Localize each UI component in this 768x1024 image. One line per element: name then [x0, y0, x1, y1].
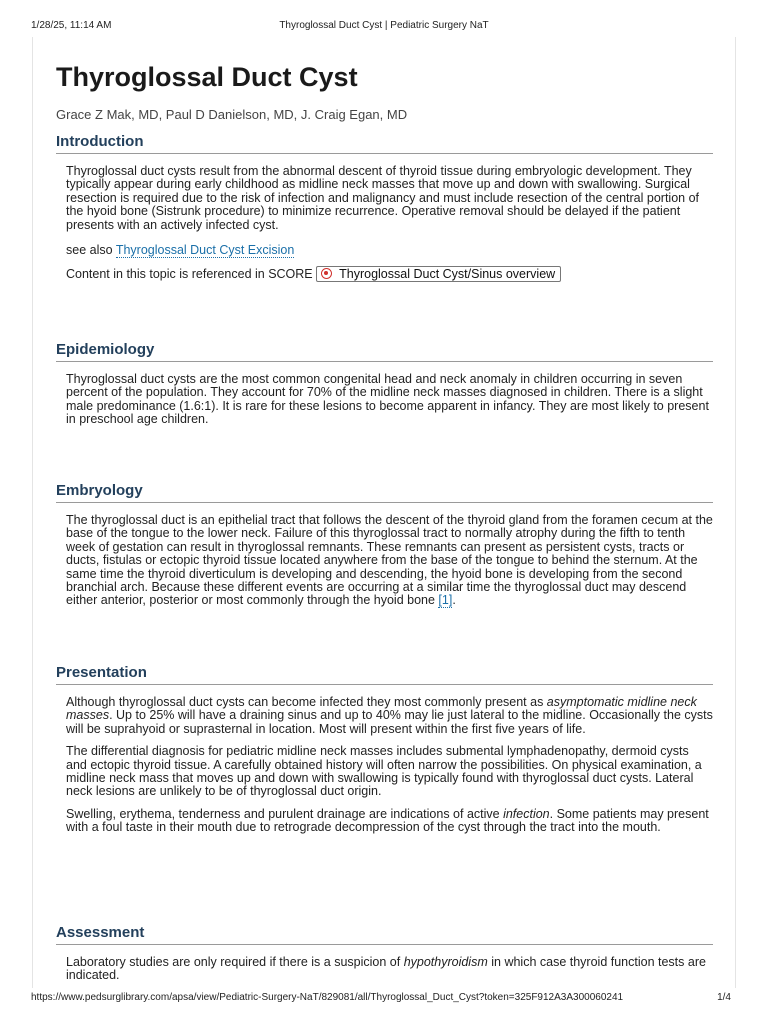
- article: [56, 60, 713, 983]
- presentation-p3-b: . Some patients may present with a foul taste in their mouth due to retrograde decompression of the cyst through the tract into the mouth.: [66, 806, 709, 835]
- presentation-section: [56, 664, 713, 844]
- print-url: https://www.pedsurglibrary.com/apsa/view/Pediatric-Surgery-NaT/829081/all/Thyroglossal_Duct_Cyst?token=325F912A3A300060241: [31, 992, 624, 1003]
- reference-link-1[interactable]: [1]: [438, 593, 453, 608]
- assessment-heading: Assessment: [56, 924, 713, 945]
- see-also-line: [66, 244, 713, 257]
- epidemiology-section: [56, 341, 713, 436]
- embryology-text: The thyroglossal duct is an epithelial tract that follows the descent of the thyroid gland from the foramen cecum at the base of the tongue to the lower neck. Failure of this thyroglossal tract to normally atrophy during the fifth to tenth week of gestation can result in thyroglossal remnants. These remnants can present as persistent cysts, tracts or ducts, fistulas or ectopic thyroid tissue located anywhere from the base of the tongue to behind the sternum. At the same time the thyroid diverticulum is developing and descending, the hyoid bone is developing from the second branchial arch. Because these different events are occurring at a similar time the thyroglossal duct may descend either anterior, posterior or most commonly through the hyoid bone: [66, 513, 713, 608]
- introduction-paragraph: Thyroglossal duct cysts result from the abnormal descent of thyroid tissue during embryologic development. They typically appear during early childhood as midline neck masses that move up and down with swallowing. Surgical resection is required due to the risk of infection and malignancy and must include resection of the central portion of the hyoid bone (Sistrunk procedure) to minimize recurrence. Operative removal should be delayed if the patient presents with an actively infected cyst.: [66, 164, 699, 232]
- assessment-section: [56, 924, 713, 992]
- print-page-title: Thyroglossal Duct Cyst | Pediatric Surgery NaT: [279, 20, 489, 31]
- presentation-paragraph-1: [66, 696, 713, 736]
- assessment-body: [56, 956, 713, 983]
- assessment-p1-a: Laboratory studies are only required if there is a suspicion of: [66, 955, 404, 969]
- introduction-heading: Introduction: [56, 133, 713, 154]
- embryology-section: [56, 482, 713, 617]
- presentation-p3-a: Swelling, erythema, tenderness and purulent drainage are indications of active: [66, 806, 504, 821]
- assessment-paragraph-1: [66, 956, 713, 983]
- print-footer: [31, 992, 737, 1006]
- see-also-link[interactable]: Thyroglossal Duct Cyst Excision: [115, 243, 295, 258]
- print-page-number: 1/4: [717, 992, 731, 1003]
- score-target-icon: [321, 268, 332, 279]
- epidemiology-heading: Epidemiology: [56, 341, 713, 362]
- print-header: [31, 20, 737, 34]
- epidemiology-paragraph: Thyroglossal duct cysts are the most common congenital head and neck anomaly in children occurring in seven percent of the population. They account for 70% of the midline neck masses diagnosed in children. There is a slight male predominance (1.6:1). It is rare for these lesions to become apparent in infancy. They are most likely to present in preschool age children.: [66, 372, 709, 427]
- see-also-prefix: see also: [66, 243, 116, 258]
- assessment-p1-b: in which case thyroid function tests are indicated.: [66, 955, 706, 983]
- presentation-p1-a: Although thyroglossal duct cysts can become infected they most commonly present as: [66, 695, 547, 709]
- embryology-paragraph: [66, 514, 713, 608]
- score-link-label: Thyroglossal Duct Cyst/Sinus overview: [339, 267, 556, 282]
- score-line: [66, 266, 713, 282]
- embryology-heading: Embryology: [56, 482, 713, 503]
- presentation-paragraph-2: The differential diagnosis for pediatric midline neck masses includes submental lymphadenopathy, dermoid cysts and ectopic thyroid tissue. A carefully obtained history will often narrow the possibilities. On physical examination, a midline neck mass that moves up and down with swallowing is typically found with thyroglossal duct cysts. Lateral neck lesions are unlikely to be of thyroglossal duct origin.: [66, 744, 702, 799]
- print-datetime: 1/28/25, 11:14 AM: [31, 20, 112, 31]
- presentation-p1-em: asymptomatic midline neck masses: [66, 695, 697, 723]
- presentation-p1-b: . Up to 25% will have a draining sinus and up to 40% may lie just lateral to the midline. Occasionally the cysts will be suprahyoid or suprasternal in location. Most will present within the first five years of life.: [66, 708, 713, 736]
- presentation-p3-em: infection: [503, 806, 550, 821]
- embryology-end: .: [452, 593, 456, 608]
- introduction-body: [56, 165, 713, 282]
- score-link-button[interactable]: [316, 266, 561, 282]
- presentation-heading: Presentation: [56, 664, 713, 685]
- introduction-section: [56, 133, 713, 291]
- embryology-body: [56, 514, 713, 608]
- epidemiology-body: [56, 373, 713, 427]
- presentation-paragraph-3: [66, 808, 713, 835]
- article-authors: Grace Z Mak, MD, Paul D Danielson, MD, J. Craig Egan, MD: [56, 107, 408, 122]
- score-prefix: Content in this topic is referenced in SCORE: [66, 267, 317, 282]
- presentation-body: [56, 696, 713, 835]
- assessment-p1-em: hypothyroidism: [403, 955, 488, 969]
- article-title: Thyroglossal Duct Cyst: [56, 62, 358, 92]
